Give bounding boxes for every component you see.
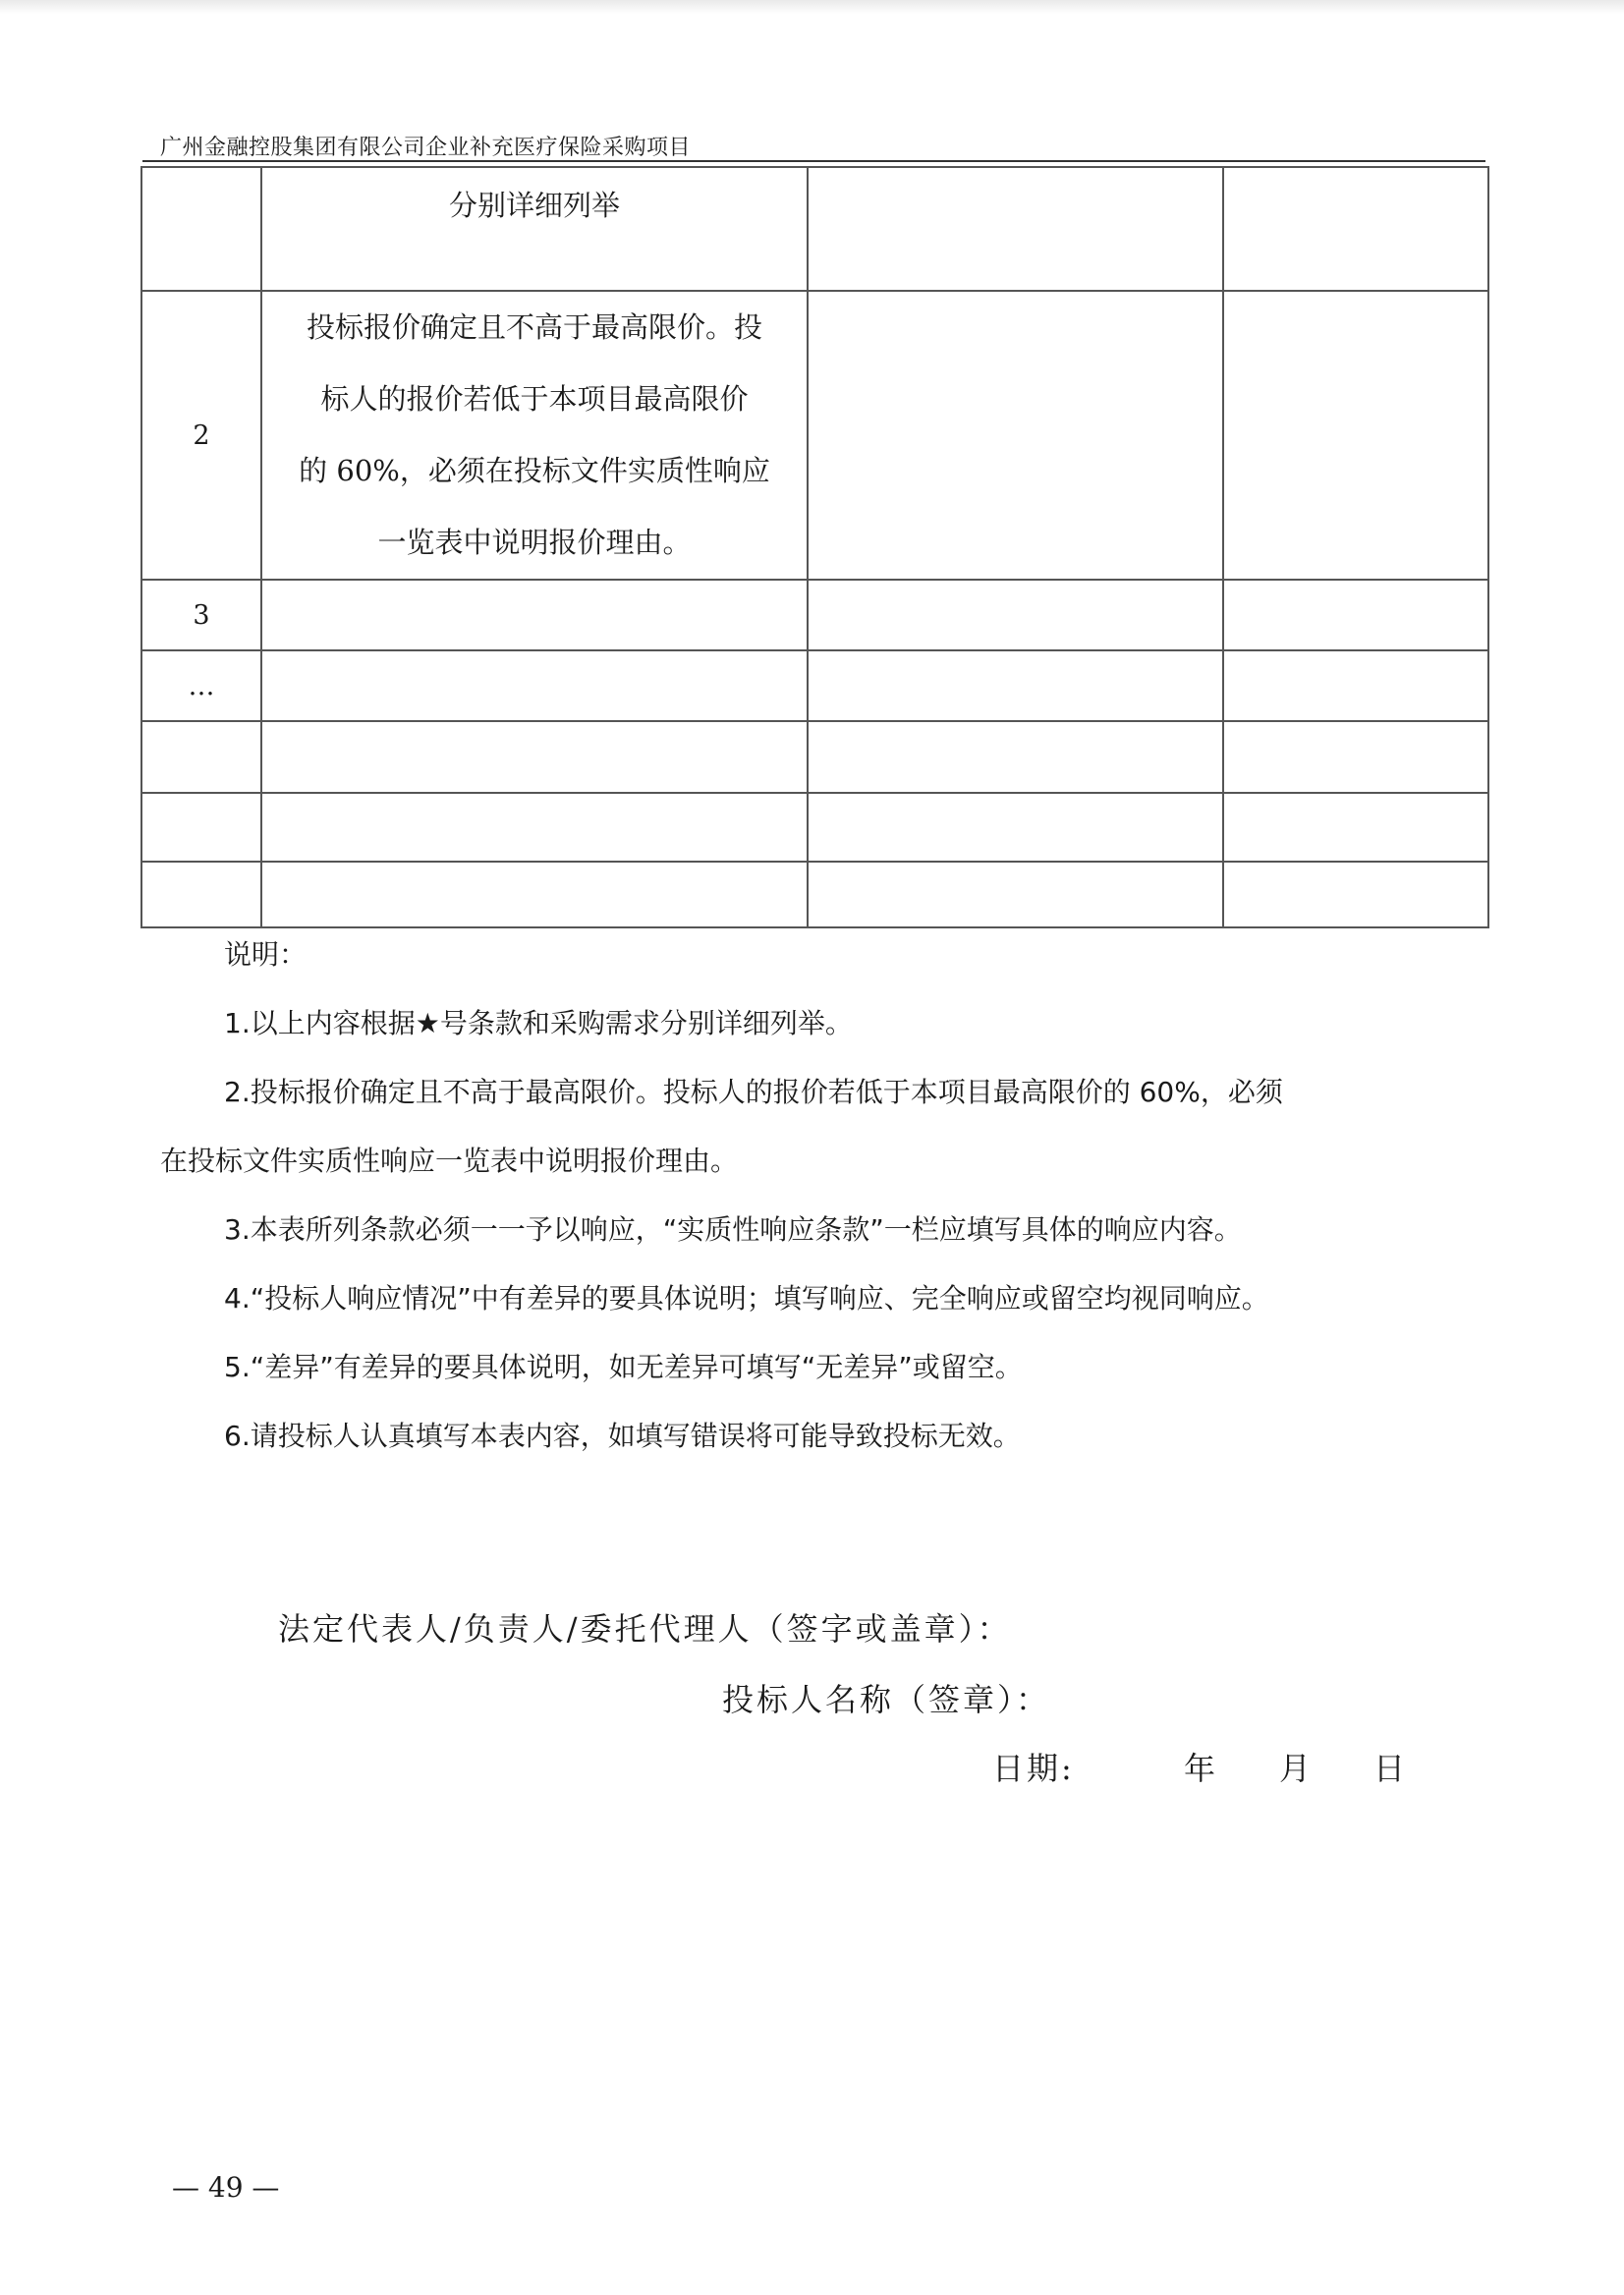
- requirement-cell: [261, 291, 808, 580]
- requirement-line: 投标报价确定且不高于最高限价。投: [306, 310, 762, 344]
- response-cell: [808, 862, 1223, 927]
- response-cell: [808, 580, 1223, 650]
- bidder-name-label: 投标人名称（签章）：: [722, 1681, 1051, 1718]
- table-row: [141, 721, 1488, 793]
- date-year-label: 年: [1184, 1750, 1219, 1787]
- response-cell: [808, 167, 1223, 291]
- requirement-cell: [261, 580, 808, 650]
- table-row: [141, 793, 1488, 862]
- table-row: [141, 291, 1488, 580]
- requirement-cell: 分别详细列举: [261, 167, 808, 291]
- page-number: — 49 —: [172, 2171, 280, 2204]
- difference-cell: [1223, 167, 1488, 291]
- difference-cell: [1223, 862, 1488, 927]
- notes-heading: 说明：: [224, 938, 308, 971]
- requirement-line: 一览表中说明报价理由。: [377, 526, 692, 559]
- difference-cell: [1223, 291, 1488, 580]
- row-number-cell: [141, 793, 261, 862]
- row-number-cell: …: [141, 650, 261, 721]
- date-day-label: 日: [1373, 1750, 1409, 1787]
- requirement-line: 的 60%，必须在投标文件实质性响应: [299, 454, 770, 487]
- row-number-cell: [141, 721, 261, 793]
- date-month-label: 月: [1279, 1750, 1315, 1787]
- response-cell: [808, 721, 1223, 793]
- table-row: [141, 167, 1488, 291]
- scan-edge: [0, 0, 1624, 14]
- response-cell: [808, 650, 1223, 721]
- requirement-cell: [261, 650, 808, 721]
- note-item: 5.“差异”有差异的要具体说明，如无差异可填写“无差异”或留空。: [224, 1351, 1023, 1383]
- legal-representative-signature-label: 法定代表人/负责人/委托代理人（签字或盖章）：: [278, 1610, 1012, 1648]
- note-item: 3.本表所列条款必须一一予以响应，“实质性响应条款”一栏应填写具体的响应内容。: [224, 1213, 1242, 1246]
- difference-cell: [1223, 580, 1488, 650]
- row-number-cell: [141, 862, 261, 927]
- response-cell: [808, 291, 1223, 580]
- requirement-cell: [261, 721, 808, 793]
- table-row: [141, 650, 1488, 721]
- note-item: 6.请投标人认真填写本表内容，如填写错误将可能导致投标无效。: [224, 1420, 1021, 1452]
- difference-cell: [1223, 650, 1488, 721]
- row-number-cell: [141, 167, 261, 291]
- header-rule: [142, 160, 1485, 162]
- difference-cell: [1223, 793, 1488, 862]
- response-table: [140, 166, 1489, 928]
- requirement-cell: [261, 862, 808, 927]
- table-row: [141, 580, 1488, 650]
- requirement-line: 标人的报价若低于本项目最高限价: [320, 382, 749, 416]
- table-row: [141, 862, 1488, 927]
- document-header: 广州金融控股集团有限公司企业补充医疗保险采购项目: [160, 136, 692, 160]
- date-label: 日期:: [992, 1750, 1075, 1787]
- note-item-continuation: 在投标文件实质性响应一览表中说明报价理由。: [160, 1145, 739, 1177]
- row-number-cell: 2: [141, 291, 261, 580]
- note-item: 1.以上内容根据★号条款和采购需求分别详细列举。: [224, 1007, 853, 1039]
- note-item: 4.“投标人响应情况”中有差异的要具体说明；填写响应、完全响应或留空均视同响应。: [224, 1282, 1269, 1315]
- row-number-cell: 3: [141, 580, 261, 650]
- note-item: 2.投标报价确定且不高于最高限价。投标人的报价若低于本项目最高限价的 60%，必须: [224, 1076, 1283, 1108]
- response-cell: [808, 793, 1223, 862]
- requirement-cell: [261, 793, 808, 862]
- difference-cell: [1223, 721, 1488, 793]
